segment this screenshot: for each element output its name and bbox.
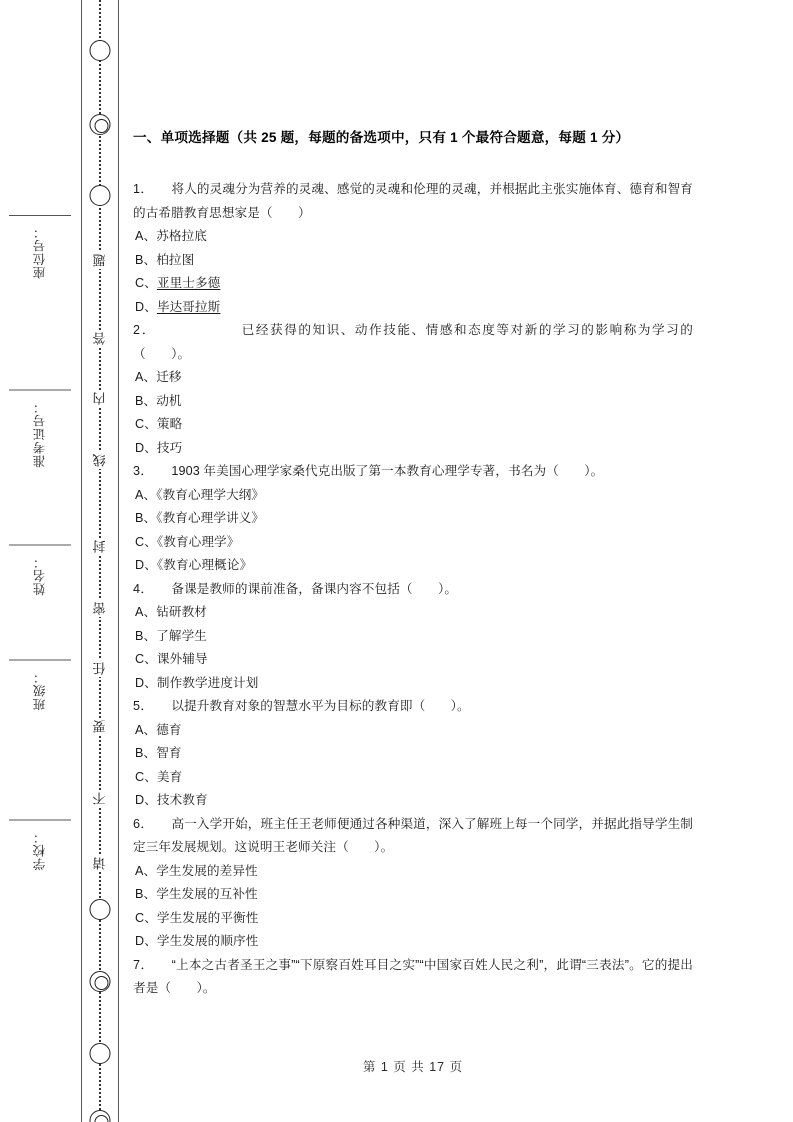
question-stem [133, 178, 693, 225]
sealing-line-char: 封 [92, 540, 108, 553]
sealing-line-char: 题 [92, 254, 108, 267]
option-text: 毕达哥拉斯 [156, 299, 221, 314]
student-info-field [9, 660, 71, 711]
option-text: 美育 [156, 769, 183, 784]
question-option[interactable] [133, 789, 693, 813]
sealing-line-char: 内 [92, 392, 108, 405]
option-label: C、 [135, 417, 157, 431]
option-text: 学生发展的差异性 [156, 863, 258, 878]
question-stem [133, 319, 693, 366]
option-text: 策略 [156, 417, 183, 431]
option-text: 柏拉图 [156, 252, 195, 267]
option-text: 学生发展的平衡性 [156, 910, 259, 925]
option-label: A、 [135, 863, 157, 878]
option-text: 课外辅导 [156, 652, 208, 666]
page-footer: 第 1 页 共 17 页 [362, 1060, 464, 1074]
question-number: 2． [133, 323, 157, 337]
option-label: A、 [135, 722, 157, 737]
option-label: B、 [135, 746, 157, 760]
question-text: 已经获得的知识、动作技能、情感和态度等对新的学习的影响称为学习的（ ）。 [133, 323, 693, 361]
option-label: C、 [135, 534, 157, 549]
option-label: C、 [135, 276, 157, 290]
student-info-field [9, 820, 71, 871]
question-option[interactable] [133, 296, 693, 320]
sealing-line-column [81, 0, 119, 1122]
question-number: 6． [133, 816, 154, 831]
question-option[interactable] [133, 625, 693, 649]
option-label: A、 [135, 605, 157, 619]
question-list [133, 178, 693, 1001]
question-option[interactable] [133, 907, 693, 931]
section-heading: 一、单项选择题（共 25 题，每题的备选项中，只有 1 个最符合题意，每题 1 分） [133, 130, 630, 145]
question-option[interactable] [133, 648, 693, 672]
question-stem [133, 460, 693, 484]
question-option[interactable] [133, 672, 693, 696]
question-option[interactable] [133, 272, 693, 296]
option-text: 智育 [156, 746, 182, 760]
option-text: 技术教育 [156, 793, 208, 807]
question-option[interactable] [133, 225, 693, 249]
option-text: 《教育心理学》 [156, 534, 240, 549]
student-info-field [9, 215, 71, 279]
option-label: D、 [135, 675, 157, 690]
student-info-write-rule[interactable] [9, 390, 71, 391]
question-text: 备课是教师的课前准备，备课内容不包括（ ）。 [171, 581, 458, 596]
option-text: 学生发展的互补性 [156, 887, 258, 901]
question-option[interactable] [133, 883, 693, 907]
sealing-bullseye-icon [90, 114, 111, 135]
question-option[interactable] [133, 366, 693, 390]
question-number: 1． [133, 182, 154, 196]
option-label: D、 [135, 440, 157, 455]
sealing-circle-icon [90, 185, 111, 206]
option-label: B、 [135, 252, 157, 267]
question-number: 5． [133, 699, 154, 713]
student-info-label: 准考证号： [33, 400, 47, 468]
student-info-write-rule[interactable] [9, 660, 71, 661]
student-info-write-rule[interactable] [9, 215, 71, 216]
option-label: D、 [135, 793, 157, 807]
option-text: 迁移 [156, 370, 182, 384]
student-info-strip [0, 0, 80, 1122]
option-label: A、 [135, 370, 157, 384]
option-label: B、 [135, 887, 157, 901]
question-stem [133, 578, 693, 602]
sealing-line-char: 要 [92, 720, 108, 733]
student-info-label: 姓名： [33, 555, 47, 596]
option-text: 德育 [156, 722, 182, 737]
question-option[interactable] [133, 437, 693, 461]
sealing-bullseye-icon [90, 1110, 111, 1122]
student-info-label: 学校： [33, 830, 47, 871]
sealing-line-char: 任 [92, 662, 108, 675]
option-label: D、 [135, 934, 157, 948]
option-label: D、 [135, 299, 157, 314]
option-label: C、 [135, 652, 157, 666]
sealing-dotted-line [99, 0, 101, 1122]
question-number: 4． [133, 581, 154, 596]
option-text: 《教育心理概论》 [156, 558, 253, 572]
question-text: 高一入学开始，班主任王老师便通过各种渠道，深入了解班上每一个同学，并据此指导学生制定三年发展规划。这说明王老师关注（ ）。 [133, 816, 693, 854]
option-label: B、 [135, 628, 157, 643]
question-option[interactable] [133, 554, 693, 578]
option-label: B、 [135, 511, 157, 525]
question-stem [133, 954, 693, 1001]
option-label: A、 [135, 487, 157, 502]
question-number: 3． [133, 464, 154, 478]
question-option[interactable] [133, 742, 693, 766]
question-option[interactable] [133, 484, 693, 508]
sealing-line-char: 密 [92, 602, 108, 615]
option-text: 技巧 [156, 440, 183, 455]
option-text: 学生发展的顺序性 [156, 934, 259, 948]
student-info-write-rule[interactable] [9, 545, 71, 546]
student-info-label: 座位号： [33, 225, 47, 279]
sealing-bullseye-icon [90, 971, 111, 992]
sealing-line-char: 请 [92, 857, 108, 870]
student-info-field [9, 545, 71, 596]
question-option[interactable] [133, 601, 693, 625]
question-text: “上本之古者圣王之事”“下原察百姓耳目之实”“中国家百姓人民之利”，此谓“三表法”。它的提出者是（ ）。 [133, 957, 693, 995]
option-label: C、 [135, 769, 157, 784]
question-option[interactable] [133, 930, 693, 954]
question-option[interactable] [133, 766, 693, 790]
sealing-circle-icon [90, 40, 111, 61]
option-label: C、 [135, 910, 157, 925]
question-option[interactable] [133, 413, 693, 437]
option-label: D、 [135, 558, 157, 572]
question-text: 1903 年美国心理学家桑代克出版了第一本教育心理学专著，书名为（ ）。 [171, 464, 604, 478]
question-option[interactable] [133, 860, 693, 884]
option-text: 钻研教材 [156, 605, 207, 619]
sealing-circle-icon [90, 1043, 111, 1064]
question-stem [133, 813, 693, 860]
question-number: 7． [133, 957, 154, 972]
option-text: 亚里士多德 [156, 276, 221, 290]
exam-body [133, 0, 693, 1122]
student-info-label: 班级： [33, 670, 47, 711]
student-info-write-rule[interactable] [9, 820, 71, 821]
question-text: 将人的灵魂分为营养的灵魂、感觉的灵魂和伦理的灵魂，并根据此主张实施体育、德育和智育的古希腊教育思想家是（ ） [133, 182, 693, 220]
option-label: A、 [135, 229, 157, 243]
sealing-line-char: 答 [92, 332, 108, 345]
option-text: 制作教学进度计划 [156, 675, 259, 690]
question-option[interactable] [133, 507, 693, 531]
question-option[interactable] [133, 531, 693, 555]
option-text: 了解学生 [156, 628, 207, 643]
option-label: B、 [135, 393, 157, 408]
sealing-line-char: 线 [92, 454, 108, 467]
question-option[interactable] [133, 390, 693, 414]
question-option[interactable] [133, 719, 693, 743]
question-stem [133, 695, 693, 719]
question-text: 以提升教育对象的智慧水平为目标的教育即（ ）。 [171, 699, 470, 713]
option-text: 《教育心理学讲义》 [156, 511, 265, 525]
question-option[interactable] [133, 249, 693, 273]
option-text: 苏格拉底 [156, 229, 207, 243]
sealing-line-char: 不 [92, 792, 108, 805]
student-info-field [9, 390, 71, 468]
option-text: 《教育心理学大纲》 [156, 487, 265, 502]
option-text: 动机 [156, 393, 182, 408]
sealing-circle-icon [90, 899, 111, 920]
